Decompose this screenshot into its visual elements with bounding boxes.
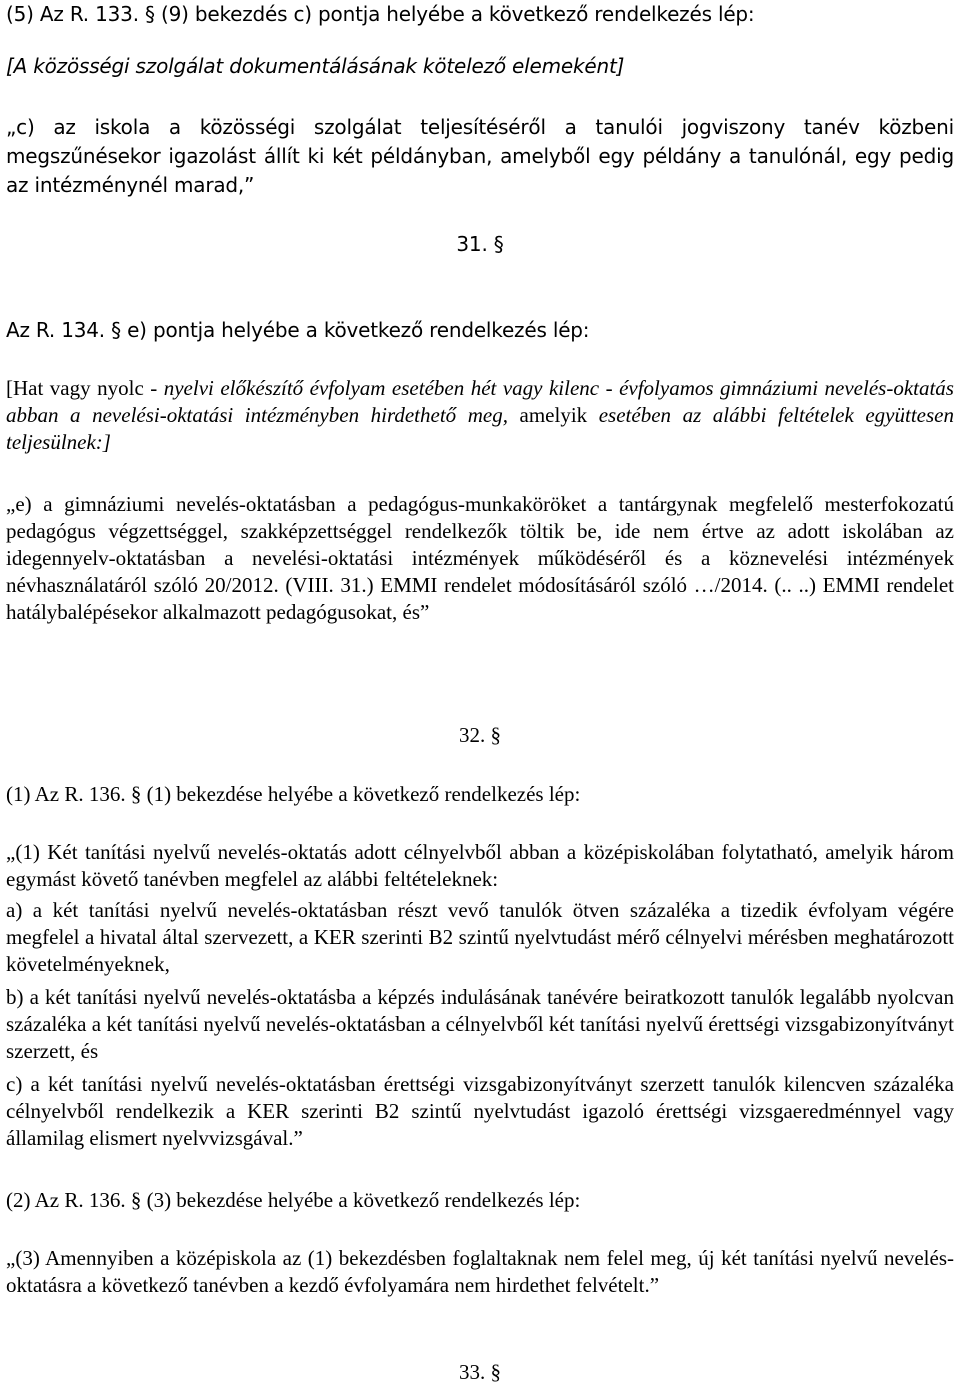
par32-heading: 32. § — [459, 723, 501, 747]
par31-text: „e) a gimnáziumi nevelés-oktatásban a pedagógus-munkaköröket a tantárgynak megfelelő mesterfokozatú pedagógus végzettséggel, szakképzettséggel rendelkezők töltik be, ide nem értve az adott iskolában az idegennyelv-oktatásban a nevelési-oktatási intézmények működéséről és a köznevelési intézmények névhasználatáról szóló 20/2012. (VIII. 31.) EMMI rendelet módosításáról szóló …/2014. (.. ..) EMMI rendelet hatálybalépésekor alkalmazott pedagógusokat, és” — [6, 492, 954, 624]
par31-heading: 31. § — [456, 232, 504, 256]
par31-context-start: [Hat vagy nyolc - — [6, 376, 164, 400]
par31-context-italic2: esetében az alábbi feltételek együttesen teljesülnek:] — [6, 403, 954, 454]
par32-sub2-text: „(3) Amennyiben a középiskola az (1) bekezdésben foglaltaknak nem felel meg, új két tanítási nyelvű nevelés-oktatásra a következő tanévben a kezdő évfolyamára nem hirdethet felvételt.” — [6, 1246, 954, 1297]
par33-heading: 33. § — [459, 1360, 501, 1384]
sec5-text: „c) az iskola a közösségi szolgálat teljesítéséről a tanulói jogviszony tanév közbeni megszűnésekor igazolást állít ki két példányban, amelyből egy példány a tanulónál, egy pedig az intézménynél marad,” — [6, 115, 954, 197]
par31-context — [6, 375, 954, 456]
par32-sub1-item-b: b) a két tanítási nyelvű nevelés-oktatásba a képzés indulásának tanévére beiratkozott tanulók legalább nyolcvan százaléka a két tanítási nyelvű nevelés-oktatásban a célnyelvből két tanítási nyelvű érettségi vizsgabizonyítványt szerzett, és — [6, 985, 954, 1063]
par31-intro: Az R. 134. § e) pontja helyébe a következő rendelkezés lép: — [6, 318, 590, 342]
par31-context-italic1: nyelvi előkészítő évfolyam esetében hét vagy kilenc - évfolyamos gimnáziumi nevelés-oktatás abban a nevelési-oktatási intézményben hirdethető meg, — [6, 376, 954, 427]
par31-context-mid: amelyik — [507, 403, 599, 427]
sec5-context: [A közösségi szolgálat dokumentálásának kötelező elemeként] — [6, 54, 625, 78]
par32-sub1-text: „(1) Két tanítási nyelvű nevelés-oktatás adott célnyelvből abban a középiskolában folytatható, amelyik három egymást követő tanévben megfelel az alábbi feltételeknek: — [6, 840, 954, 891]
par32-sub1-intro: (1) Az R. 136. § (1) bekezdése helyébe a következő rendelkezés lép: — [6, 782, 581, 806]
par32-sub1-item-a: a) a két tanítási nyelvű nevelés-oktatásban részt vevő tanulók ötven százaléka a tizedik évfolyam végére megfelel a hivatal által szervezett, a KER szerinti B2 szintű nyelvtudást mérő célnyelvi mérésben meghatározott követelményeknek, — [6, 898, 954, 976]
sec5-intro: (5) Az R. 133. § (9) bekezdés c) pontja helyébe a következő rendelkezés lép: — [6, 2, 755, 26]
par32-sub2-intro: (2) Az R. 136. § (3) bekezdése helyébe a következő rendelkezés lép: — [6, 1188, 581, 1212]
par32-sub1-item-c: c) a két tanítási nyelvű nevelés-oktatásban érettségi vizsgabizonyítványt szerzett tanulók kilencven százaléka célnyelvből rendelkezik a KER szerinti B2 szintű nyelvtudást igazoló érettségi vizsgaeredménnyel vagy államilag elismert nyelvvizsgával.” — [6, 1072, 954, 1150]
